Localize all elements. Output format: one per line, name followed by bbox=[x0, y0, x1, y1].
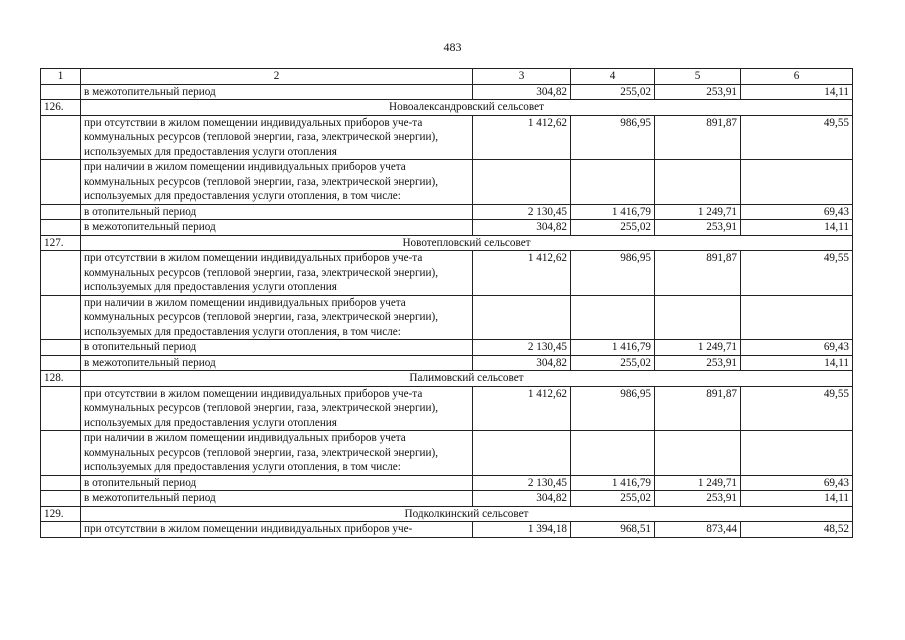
row-number-cell bbox=[41, 160, 81, 205]
table-row bbox=[41, 160, 853, 205]
value-cell-col-3: 1 412,62 bbox=[473, 115, 571, 160]
tariff-table bbox=[40, 68, 853, 538]
row-number: 128. bbox=[41, 371, 81, 387]
table-row bbox=[41, 431, 853, 476]
row-description: при наличии в жилом помещении индивидуальных приборов учета коммунальных ресурсов (тепловой энергии, газа, электрической энергии), используемых для предоставления услуги отопления, в том числе: bbox=[81, 295, 473, 340]
value-cell-col-4: 986,95 bbox=[571, 386, 655, 431]
row-description: в отопительный период bbox=[81, 204, 473, 220]
row-number-cell bbox=[41, 220, 81, 236]
settlement-header-row bbox=[41, 506, 853, 522]
column-header-2: 2 bbox=[81, 69, 473, 85]
table-row bbox=[41, 84, 853, 100]
row-description: в межотопительный период bbox=[81, 220, 473, 236]
column-number-row bbox=[41, 69, 853, 85]
table-row bbox=[41, 251, 853, 296]
value-cell-col-3 bbox=[473, 431, 571, 476]
row-description: при отсутствии в жилом помещении индивидуальных приборов уче-та коммунальных ресурсов (тепловой энергии, газа, электрической энергии), используемых для предоставления услуги отопления bbox=[81, 251, 473, 296]
row-number-cell bbox=[41, 115, 81, 160]
settlement-header-row bbox=[41, 235, 853, 251]
row-number-cell bbox=[41, 522, 81, 538]
value-cell-col-3: 1 394,18 bbox=[473, 522, 571, 538]
value-cell-col-6: 49,55 bbox=[741, 386, 853, 431]
value-cell-col-6: 69,43 bbox=[741, 204, 853, 220]
value-cell-col-6: 48,52 bbox=[741, 522, 853, 538]
value-cell-col-5: 253,91 bbox=[655, 220, 741, 236]
row-number: 127. bbox=[41, 235, 81, 251]
row-number-cell bbox=[41, 251, 81, 296]
column-header-1: 1 bbox=[41, 69, 81, 85]
row-number-cell bbox=[41, 204, 81, 220]
value-cell-col-5: 891,87 bbox=[655, 386, 741, 431]
value-cell-col-5: 253,91 bbox=[655, 355, 741, 371]
value-cell-col-4: 255,02 bbox=[571, 220, 655, 236]
table-row bbox=[41, 220, 853, 236]
value-cell-col-5: 253,91 bbox=[655, 491, 741, 507]
value-cell-col-5: 253,91 bbox=[655, 84, 741, 100]
value-cell-col-4 bbox=[571, 295, 655, 340]
value-cell-col-4 bbox=[571, 160, 655, 205]
row-description: в отопительный период bbox=[81, 340, 473, 356]
value-cell-col-3: 304,82 bbox=[473, 220, 571, 236]
value-cell-col-6: 49,55 bbox=[741, 115, 853, 160]
row-number-cell bbox=[41, 431, 81, 476]
value-cell-col-4: 255,02 bbox=[571, 355, 655, 371]
value-cell-col-4: 968,51 bbox=[571, 522, 655, 538]
value-cell-col-6: 14,11 bbox=[741, 491, 853, 507]
row-number-cell bbox=[41, 491, 81, 507]
column-header-5: 5 bbox=[655, 69, 741, 85]
value-cell-col-3: 304,82 bbox=[473, 84, 571, 100]
row-description: при отсутствии в жилом помещении индивидуальных приборов уче-та коммунальных ресурсов (тепловой энергии, газа, электрической энергии), используемых для предоставления услуги отопления bbox=[81, 115, 473, 160]
value-cell-col-6: 14,11 bbox=[741, 84, 853, 100]
value-cell-col-5 bbox=[655, 431, 741, 476]
value-cell-col-5: 1 249,71 bbox=[655, 340, 741, 356]
table-row bbox=[41, 204, 853, 220]
row-description: при отсутствии в жилом помещении индивидуальных приборов уче- bbox=[81, 522, 473, 538]
value-cell-col-5 bbox=[655, 160, 741, 205]
page-number: 483 bbox=[443, 40, 462, 54]
settlement-name: Новотепловский сельсовет bbox=[81, 235, 853, 251]
value-cell-col-3 bbox=[473, 160, 571, 205]
row-number-cell bbox=[41, 475, 81, 491]
value-cell-col-3: 1 412,62 bbox=[473, 251, 571, 296]
column-header-3: 3 bbox=[473, 69, 571, 85]
value-cell-col-3: 2 130,45 bbox=[473, 475, 571, 491]
column-header-6: 6 bbox=[741, 69, 853, 85]
value-cell-col-6 bbox=[741, 160, 853, 205]
table-row bbox=[41, 522, 853, 538]
value-cell-col-5 bbox=[655, 295, 741, 340]
value-cell-col-5: 1 249,71 bbox=[655, 475, 741, 491]
row-description: в межотопительный период bbox=[81, 491, 473, 507]
value-cell-col-6: 69,43 bbox=[741, 475, 853, 491]
row-number-cell bbox=[41, 84, 81, 100]
value-cell-col-4: 1 416,79 bbox=[571, 340, 655, 356]
value-cell-col-6 bbox=[741, 295, 853, 340]
row-number-cell bbox=[41, 386, 81, 431]
value-cell-col-4: 986,95 bbox=[571, 115, 655, 160]
value-cell-col-6: 14,11 bbox=[741, 220, 853, 236]
value-cell-col-4: 255,02 bbox=[571, 491, 655, 507]
table-row bbox=[41, 355, 853, 371]
value-cell-col-4 bbox=[571, 431, 655, 476]
table-row bbox=[41, 475, 853, 491]
value-cell-col-5: 891,87 bbox=[655, 115, 741, 160]
row-description: в отопительный период bbox=[81, 475, 473, 491]
row-number-cell bbox=[41, 340, 81, 356]
row-number-cell bbox=[41, 355, 81, 371]
table-row bbox=[41, 491, 853, 507]
value-cell-col-3: 304,82 bbox=[473, 491, 571, 507]
value-cell-col-3 bbox=[473, 295, 571, 340]
value-cell-col-5: 873,44 bbox=[655, 522, 741, 538]
value-cell-col-3: 2 130,45 bbox=[473, 340, 571, 356]
value-cell-col-3: 2 130,45 bbox=[473, 204, 571, 220]
value-cell-col-4: 986,95 bbox=[571, 251, 655, 296]
value-cell-col-6: 69,43 bbox=[741, 340, 853, 356]
row-description: при отсутствии в жилом помещении индивидуальных приборов уче-та коммунальных ресурсов (тепловой энергии, газа, электрической энергии), используемых для предоставления услуги отопления bbox=[81, 386, 473, 431]
column-header-4: 4 bbox=[571, 69, 655, 85]
value-cell-col-6 bbox=[741, 431, 853, 476]
row-description: при наличии в жилом помещении индивидуальных приборов учета коммунальных ресурсов (тепловой энергии, газа, электрической энергии), используемых для предоставления услуги отопления, в том числе: bbox=[81, 160, 473, 205]
value-cell-col-5: 1 249,71 bbox=[655, 204, 741, 220]
value-cell-col-3: 304,82 bbox=[473, 355, 571, 371]
value-cell-col-4: 1 416,79 bbox=[571, 204, 655, 220]
row-number: 126. bbox=[41, 100, 81, 116]
value-cell-col-4: 255,02 bbox=[571, 84, 655, 100]
table-row bbox=[41, 340, 853, 356]
value-cell-col-3: 1 412,62 bbox=[473, 386, 571, 431]
row-description: в межотопительный период bbox=[81, 355, 473, 371]
row-number: 129. bbox=[41, 506, 81, 522]
table-row bbox=[41, 115, 853, 160]
settlement-name: Палимовский сельсовет bbox=[81, 371, 853, 387]
settlement-header-row bbox=[41, 371, 853, 387]
value-cell-col-6: 14,11 bbox=[741, 355, 853, 371]
table-row bbox=[41, 386, 853, 431]
settlement-name: Подколкинский сельсовет bbox=[81, 506, 853, 522]
row-description: в межотопительный период bbox=[81, 84, 473, 100]
settlement-header-row bbox=[41, 100, 853, 116]
value-cell-col-6: 49,55 bbox=[741, 251, 853, 296]
table-row bbox=[41, 295, 853, 340]
row-description: при наличии в жилом помещении индивидуальных приборов учета коммунальных ресурсов (тепловой энергии, газа, электрической энергии), используемых для предоставления услуги отопления, в том числе: bbox=[81, 431, 473, 476]
table-body bbox=[41, 84, 853, 537]
value-cell-col-5: 891,87 bbox=[655, 251, 741, 296]
settlement-name: Новоалександровский сельсовет bbox=[81, 100, 853, 116]
value-cell-col-4: 1 416,79 bbox=[571, 475, 655, 491]
row-number-cell bbox=[41, 295, 81, 340]
